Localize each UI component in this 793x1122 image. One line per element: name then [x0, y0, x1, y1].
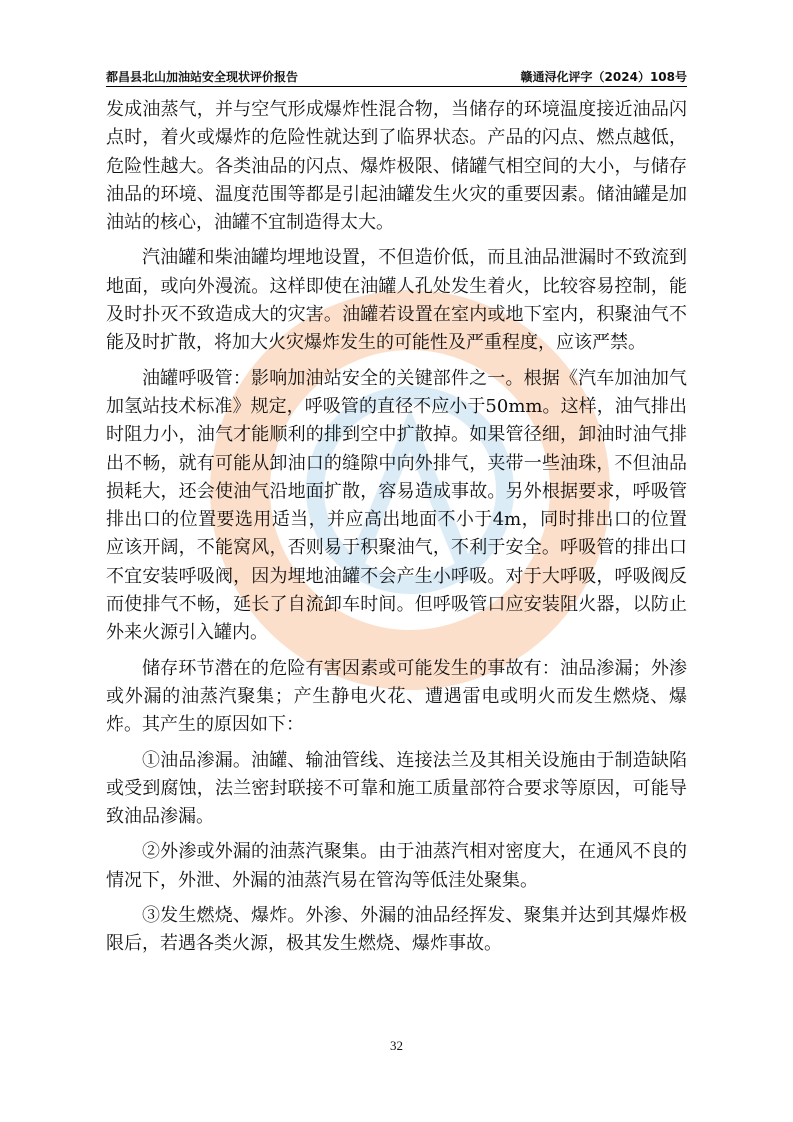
- report-number: 赣通浔化评字（2024）108号: [520, 70, 687, 84]
- paragraph: 汽油罐和柴油罐均埋地设置，不但造价低，而且油品泄漏时不致流到地面，或向外漫流。这样即使在油罐人孔处发生着火，比较容易控制，能及时扑灭不致造成大的灾害。油罐若设置在室内或地下室内，积聚油气不能及时扩散，将加大火灾爆炸发生的可能性及严重程度，应该严禁。: [106, 247, 687, 354]
- paragraph: ①油品渗漏。油罐、输油管线、连接法兰及其相关设施由于制造缺陷或受到腐蚀，法兰密封联接不可靠和施工质量部符合要求等原因，可能导致油品渗漏。: [106, 749, 687, 828]
- paragraph: 储存环节潜在的危险有害因素或可能发生的事故有：油品渗漏；外渗或外漏的油蒸汽聚集；产生静电火花、遭遇雷电或明火而发生燃烧、爆炸。其产生的原因如下：: [106, 657, 687, 736]
- page-number: 32: [390, 1038, 403, 1053]
- paragraph: ③发生燃烧、爆炸。外渗、外漏的油品经挥发、聚集并达到其爆炸极限后，若遇各类火源，极其发生燃烧、爆炸事故。: [106, 905, 687, 955]
- page-header: [106, 66, 687, 87]
- paragraph: 油罐呼吸管：影响加油站安全的关键部件之一。根据《汽车加油加气加氢站技术标准》规定，呼吸管的直径不应小于50mm。这样，油气排出时阻力小，油气才能顺利的排到空中扩散掉。如果管径细，卸油时油气排出不畅，就有可能从卸油口的缝隙中向外排气，夹带一些油珠，不但油品损耗大，还会使油气沿地面扩散，容易造成事故。另外根据要求，呼吸管排出口的位置要选用适当，并应高出地面不小于4m，同时排出口的位置应该开阔，不能窝风，否则易于积聚油气，不利于安全。呼吸管的排出口不宜安装呼吸阀，因为埋地油罐不会产生小呼吸。对于大呼吸，呼吸阀反而使排气不畅，延长了自流卸车时间。但呼吸管口应安装阻火器，以防止外来火源引入罐内。: [106, 367, 687, 644]
- paragraph: 发成油蒸气，并与空气形成爆炸性混合物，当储存的环境温度接近油品闪点时，着火或爆炸的危险性就达到了临界状态。产品的闪点、燃点越低，危险性越大。各类油品的闪点、爆炸极限、储罐气相空间的大小，与储存油品的环境、温度范围等都是引起油罐发生火灾的重要因素。储油罐是加油站的核心，油罐不宜制造得太大。: [106, 99, 687, 234]
- report-title: 都昌县北山加油站安全现状评价报告: [106, 70, 299, 84]
- paragraph: ②外渗或外漏的油蒸汽聚集。由于油蒸汽相对密度大，在通风不良的情况下，外泄、外漏的油蒸汽易在管沟等低洼处聚集。: [106, 841, 687, 891]
- document-body: [106, 96, 687, 966]
